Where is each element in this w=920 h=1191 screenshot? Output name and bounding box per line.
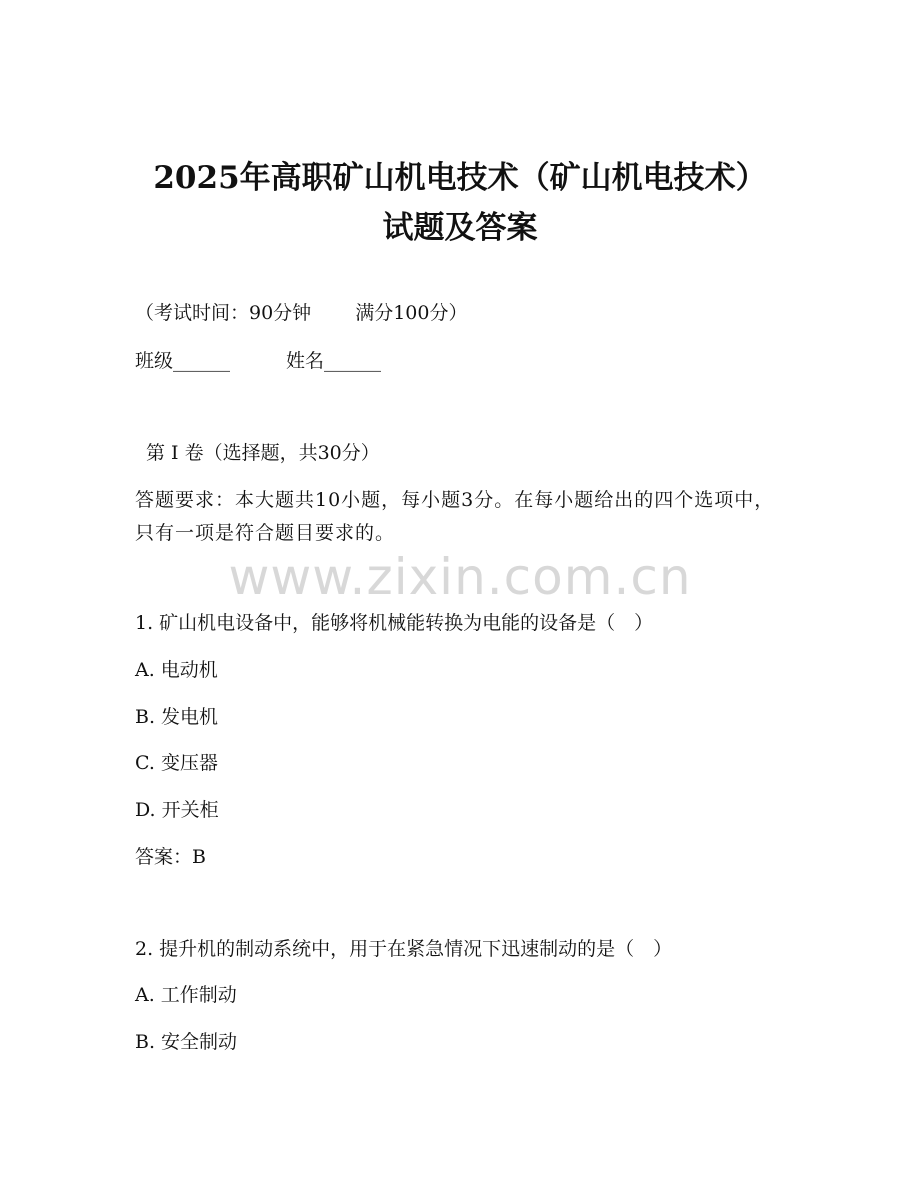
exam-full-score: 满分100分） xyxy=(355,302,468,324)
name-field: 姓名______ xyxy=(286,350,382,372)
class-field: 班级______ xyxy=(135,350,231,372)
document-title-line1: 2025年高职矿山机电技术（矿山机电技术） xyxy=(153,160,767,196)
section-title: 第 I 卷（选择题，共30分） xyxy=(146,442,380,464)
exam-info xyxy=(135,300,467,326)
document-title-line2: 试题及答案 xyxy=(382,210,538,246)
question-1-option-a: A. 电动机 xyxy=(135,659,218,681)
question-1-option-c: C. 变压器 xyxy=(135,752,218,774)
question-2-stem: 2. 提升机的制动系统中，用于在紧急情况下迅速制动的是（ ） xyxy=(135,938,673,960)
question-1-option-d: D. 开关柜 xyxy=(135,799,219,821)
instructions: 答题要求：本大题共10小题，每小题3分。在每小题给出的四个选项中，只有一项是符合题目要求的。 xyxy=(135,489,775,544)
question-2-option-b: B. 安全制动 xyxy=(135,1031,238,1053)
watermark: www.zixin.com.cn xyxy=(228,548,692,606)
question-1-stem: 1. 矿山机电设备中，能够将机械能转换为电能的设备是（ ） xyxy=(135,612,654,634)
exam-time: （考试时间：90分钟 xyxy=(135,302,312,324)
student-info xyxy=(135,348,381,374)
question-2-option-a: A. 工作制动 xyxy=(135,984,237,1006)
question-1-option-b: B. 发电机 xyxy=(135,706,219,728)
question-1-answer: 答案：B xyxy=(135,846,206,868)
